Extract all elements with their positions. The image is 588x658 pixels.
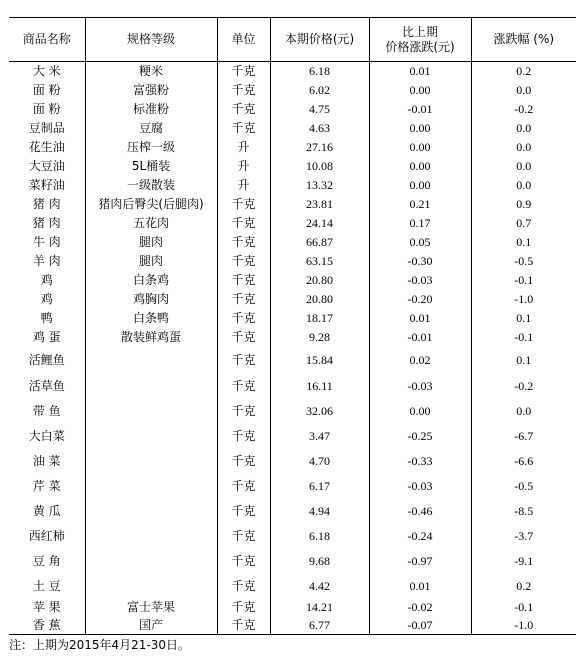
cell-pct: -1.0 (471, 290, 576, 309)
cell-pct: -6.7 (471, 424, 576, 449)
table-row (9, 157, 576, 176)
cell-pct: -0.1 (471, 599, 576, 617)
header-pct: 涨跌幅 (%) (471, 18, 576, 62)
cell-price: 4.70 (270, 449, 369, 474)
cell-name: 菜籽油 (28, 177, 65, 192)
cell-change: -0.03 (369, 271, 471, 290)
cell-unit: 千克 (217, 574, 270, 599)
cell-price: 24.14 (270, 214, 369, 233)
table-row (9, 82, 576, 100)
cell-unit: 千克 (217, 347, 270, 374)
header-spec: 规格等级 (85, 18, 217, 62)
cell-spec: 白条鸭 (85, 309, 217, 328)
cell-spec (85, 374, 217, 399)
cell-spec: 一级散装 (85, 176, 217, 195)
cell-price: 9.28 (270, 328, 369, 347)
table-row (9, 138, 576, 157)
cell-price: 4.42 (270, 574, 369, 599)
cell-pct: 0.7 (471, 214, 576, 233)
cell-unit: 千克 (217, 82, 270, 100)
cell-price: 10.08 (270, 157, 369, 176)
cell-pct: 0.0 (471, 176, 576, 195)
cell-name: 活草鱼 (28, 378, 65, 393)
cell-change: -0.24 (369, 524, 471, 549)
cell-name: 带 鱼 (32, 403, 61, 418)
cell-change: -0.01 (369, 328, 471, 347)
cell-change: 0.00 (369, 399, 471, 424)
cell-name: 香 蕉 (9, 617, 85, 635)
cell-spec: 富强粉 (85, 82, 217, 100)
cell-unit: 升 (217, 157, 270, 176)
cell-spec: 猪肉后臀尖(后腿肉) (85, 195, 217, 214)
table-body (9, 62, 576, 635)
cell-spec: 豆腐 (85, 119, 217, 138)
table-row (9, 176, 576, 195)
cell-pct: -0.1 (471, 271, 576, 290)
cell-pct: 0.1 (471, 347, 576, 374)
cell-name: 苹 果 (32, 600, 61, 614)
cell-pct: -9.1 (471, 549, 576, 574)
cell-change: -0.46 (369, 499, 471, 524)
cell-spec: 五花肉 (85, 214, 217, 233)
cell-change: 0.01 (369, 62, 471, 82)
cell-spec (85, 449, 217, 474)
cell-change: -0.02 (369, 599, 471, 617)
table-row (9, 290, 576, 309)
cell-pct: -3.7 (471, 524, 576, 549)
cell-change: 0.01 (369, 574, 471, 599)
cell-name: 豆制品 (28, 120, 65, 135)
cell-price: 32.06 (270, 399, 369, 424)
cell-price: 16.11 (270, 374, 369, 399)
cell-change: -0.07 (369, 617, 471, 635)
cell-unit: 千克 (217, 214, 270, 233)
cell-pct: -0.5 (471, 474, 576, 499)
table-row (9, 62, 576, 82)
table-row (9, 119, 576, 138)
cell-name: 鸡 蛋 (32, 329, 61, 344)
cell-name: 鸭 (40, 310, 53, 325)
cell-price: 63.15 (270, 252, 369, 271)
header-row (9, 18, 576, 62)
cell-spec: 压榨一级 (85, 138, 217, 157)
cell-pct: 0.1 (471, 233, 576, 252)
table-row (9, 617, 576, 635)
cell-spec: 鸡胸肉 (85, 290, 217, 309)
cell-name: 花生油 (28, 139, 65, 154)
cell-change: 0.00 (369, 176, 471, 195)
cell-name: 面 粉 (32, 101, 61, 116)
cell-change: 0.17 (369, 214, 471, 233)
cell-spec: 粳米 (85, 62, 217, 82)
cell-pct: 0.0 (471, 138, 576, 157)
cell-spec: 白条鸡 (85, 271, 217, 290)
cell-unit: 千克 (217, 290, 270, 309)
cell-name: 大白菜 (28, 428, 65, 443)
cell-pct: 0.0 (471, 399, 576, 424)
cell-spec: 腿肉 (85, 252, 217, 271)
cell-change: 0.05 (369, 233, 471, 252)
cell-spec (85, 549, 217, 574)
cell-name: 油 菜 (32, 453, 61, 468)
cell-pct: 0.1 (471, 309, 576, 328)
cell-unit: 千克 (217, 449, 270, 474)
cell-spec: 5L桶装 (85, 157, 217, 176)
cell-price: 6.77 (270, 617, 369, 635)
table-row (9, 374, 576, 399)
cell-change: 0.02 (369, 347, 471, 374)
cell-name: 活鲤鱼 (28, 352, 65, 367)
table-row (9, 474, 576, 499)
cell-spec: 腿肉 (85, 233, 217, 252)
cell-pct: 0.9 (471, 195, 576, 214)
cell-change: -0.01 (369, 100, 471, 119)
cell-unit: 千克 (217, 328, 270, 347)
cell-pct: -1.0 (471, 617, 576, 635)
cell-change: 0.00 (369, 138, 471, 157)
footnote: 注：上期为2015年4月21-30日。 (9, 638, 191, 652)
cell-pct: -8.5 (471, 499, 576, 524)
cell-change: 0.21 (369, 195, 471, 214)
cell-change: -0.03 (369, 474, 471, 499)
cell-price: 23.81 (270, 195, 369, 214)
table-row (9, 233, 576, 252)
cell-change: 0.00 (369, 119, 471, 138)
cell-price: 6.18 (270, 524, 369, 549)
table-row (9, 524, 576, 549)
cell-spec (85, 499, 217, 524)
cell-unit: 升 (217, 176, 270, 195)
cell-change: -0.03 (369, 374, 471, 399)
cell-pct: -0.1 (471, 328, 576, 347)
cell-unit: 千克 (217, 617, 270, 635)
cell-price: 4.75 (270, 100, 369, 119)
table-row (9, 328, 576, 347)
cell-price: 27.16 (270, 138, 369, 157)
table-row (9, 252, 576, 271)
cell-unit: 升 (217, 138, 270, 157)
cell-unit: 千克 (217, 309, 270, 328)
cell-spec (85, 347, 217, 374)
cell-name: 猪 肉 (32, 196, 61, 211)
cell-change: -0.20 (369, 290, 471, 309)
cell-price: 18.17 (270, 309, 369, 328)
cell-name: 猪 肉 (32, 215, 61, 230)
cell-unit: 千克 (217, 399, 270, 424)
table-row (9, 449, 576, 474)
cell-price: 9.68 (270, 549, 369, 574)
cell-price: 3.47 (270, 424, 369, 449)
cell-spec (85, 424, 217, 449)
cell-unit: 千克 (217, 100, 270, 119)
cell-price: 6.02 (270, 82, 369, 100)
cell-name: 豆 角 (32, 553, 61, 568)
cell-spec (85, 574, 217, 599)
cell-spec (85, 524, 217, 549)
cell-price: 4.63 (270, 119, 369, 138)
cell-change: -0.30 (369, 252, 471, 271)
cell-unit: 千克 (217, 499, 270, 524)
cell-unit: 千克 (217, 271, 270, 290)
cell-change: -0.33 (369, 449, 471, 474)
cell-price: 6.18 (270, 62, 369, 82)
cell-spec: 国产 (85, 617, 217, 635)
table-row (9, 271, 576, 290)
table-row (9, 214, 576, 233)
cell-price: 13.32 (270, 176, 369, 195)
cell-unit: 千克 (217, 252, 270, 271)
header-change-line2: 价格涨跌(元) (385, 39, 455, 54)
cell-price: 6.17 (270, 474, 369, 499)
cell-price: 20.80 (270, 271, 369, 290)
cell-pct: 0.2 (471, 62, 576, 82)
table-row (9, 399, 576, 424)
cell-unit: 千克 (217, 424, 270, 449)
table-row (9, 195, 576, 214)
cell-change: -0.25 (369, 424, 471, 449)
cell-name: 鸡 (40, 291, 53, 306)
cell-unit: 千克 (217, 195, 270, 214)
cell-pct: -0.2 (471, 100, 576, 119)
cell-spec (85, 474, 217, 499)
cell-pct: -6.6 (471, 449, 576, 474)
cell-unit: 千克 (217, 474, 270, 499)
cell-unit: 千克 (217, 599, 270, 617)
cell-pct: -0.5 (471, 252, 576, 271)
table-row (9, 347, 576, 374)
cell-name: 大豆油 (28, 158, 65, 173)
cell-unit: 千克 (217, 119, 270, 138)
cell-price: 66.87 (270, 233, 369, 252)
cell-name: 大 米 (32, 64, 61, 79)
cell-name: 鸡 (40, 272, 53, 287)
header-price: 本期价格(元) (270, 18, 369, 62)
cell-spec: 散装鲜鸡蛋 (85, 328, 217, 347)
cell-price: 14.21 (270, 599, 369, 617)
cell-unit: 千克 (217, 524, 270, 549)
cell-pct: -0.2 (471, 374, 576, 399)
price-table (9, 17, 576, 635)
cell-name: 西红柿 (28, 528, 65, 543)
cell-unit: 千克 (217, 62, 270, 82)
cell-pct: 0.2 (471, 574, 576, 599)
cell-price: 4.94 (270, 499, 369, 524)
cell-name: 黄 瓜 (32, 503, 61, 518)
cell-name: 羊 肉 (32, 253, 61, 268)
table-row (9, 100, 576, 119)
header-unit: 单位 (217, 18, 270, 62)
cell-name: 芹 菜 (32, 478, 61, 493)
table-row (9, 599, 576, 617)
cell-change: -0.97 (369, 549, 471, 574)
header-name: 商品名称 (9, 18, 85, 62)
table-row (9, 549, 576, 574)
cell-unit: 千克 (217, 233, 270, 252)
cell-pct: 0.0 (471, 82, 576, 100)
cell-spec: 富士苹果 (85, 599, 217, 617)
cell-change: 0.01 (369, 309, 471, 328)
cell-pct: 0.0 (471, 119, 576, 138)
cell-price: 15.84 (270, 347, 369, 374)
cell-spec (85, 399, 217, 424)
cell-pct: 0.0 (471, 157, 576, 176)
cell-price: 20.80 (270, 290, 369, 309)
header-change (369, 18, 471, 62)
cell-name: 土 豆 (32, 578, 61, 593)
cell-spec: 标准粉 (85, 100, 217, 119)
cell-name: 牛 肉 (32, 234, 61, 249)
header-change-line1: 比上期 (401, 24, 438, 39)
cell-unit: 千克 (217, 374, 270, 399)
cell-name: 面 粉 (32, 83, 61, 97)
cell-unit: 千克 (217, 549, 270, 574)
table-row (9, 574, 576, 599)
cell-change: 0.00 (369, 82, 471, 100)
table-row (9, 424, 576, 449)
table-row (9, 309, 576, 328)
cell-change: 0.00 (369, 157, 471, 176)
table-row (9, 499, 576, 524)
